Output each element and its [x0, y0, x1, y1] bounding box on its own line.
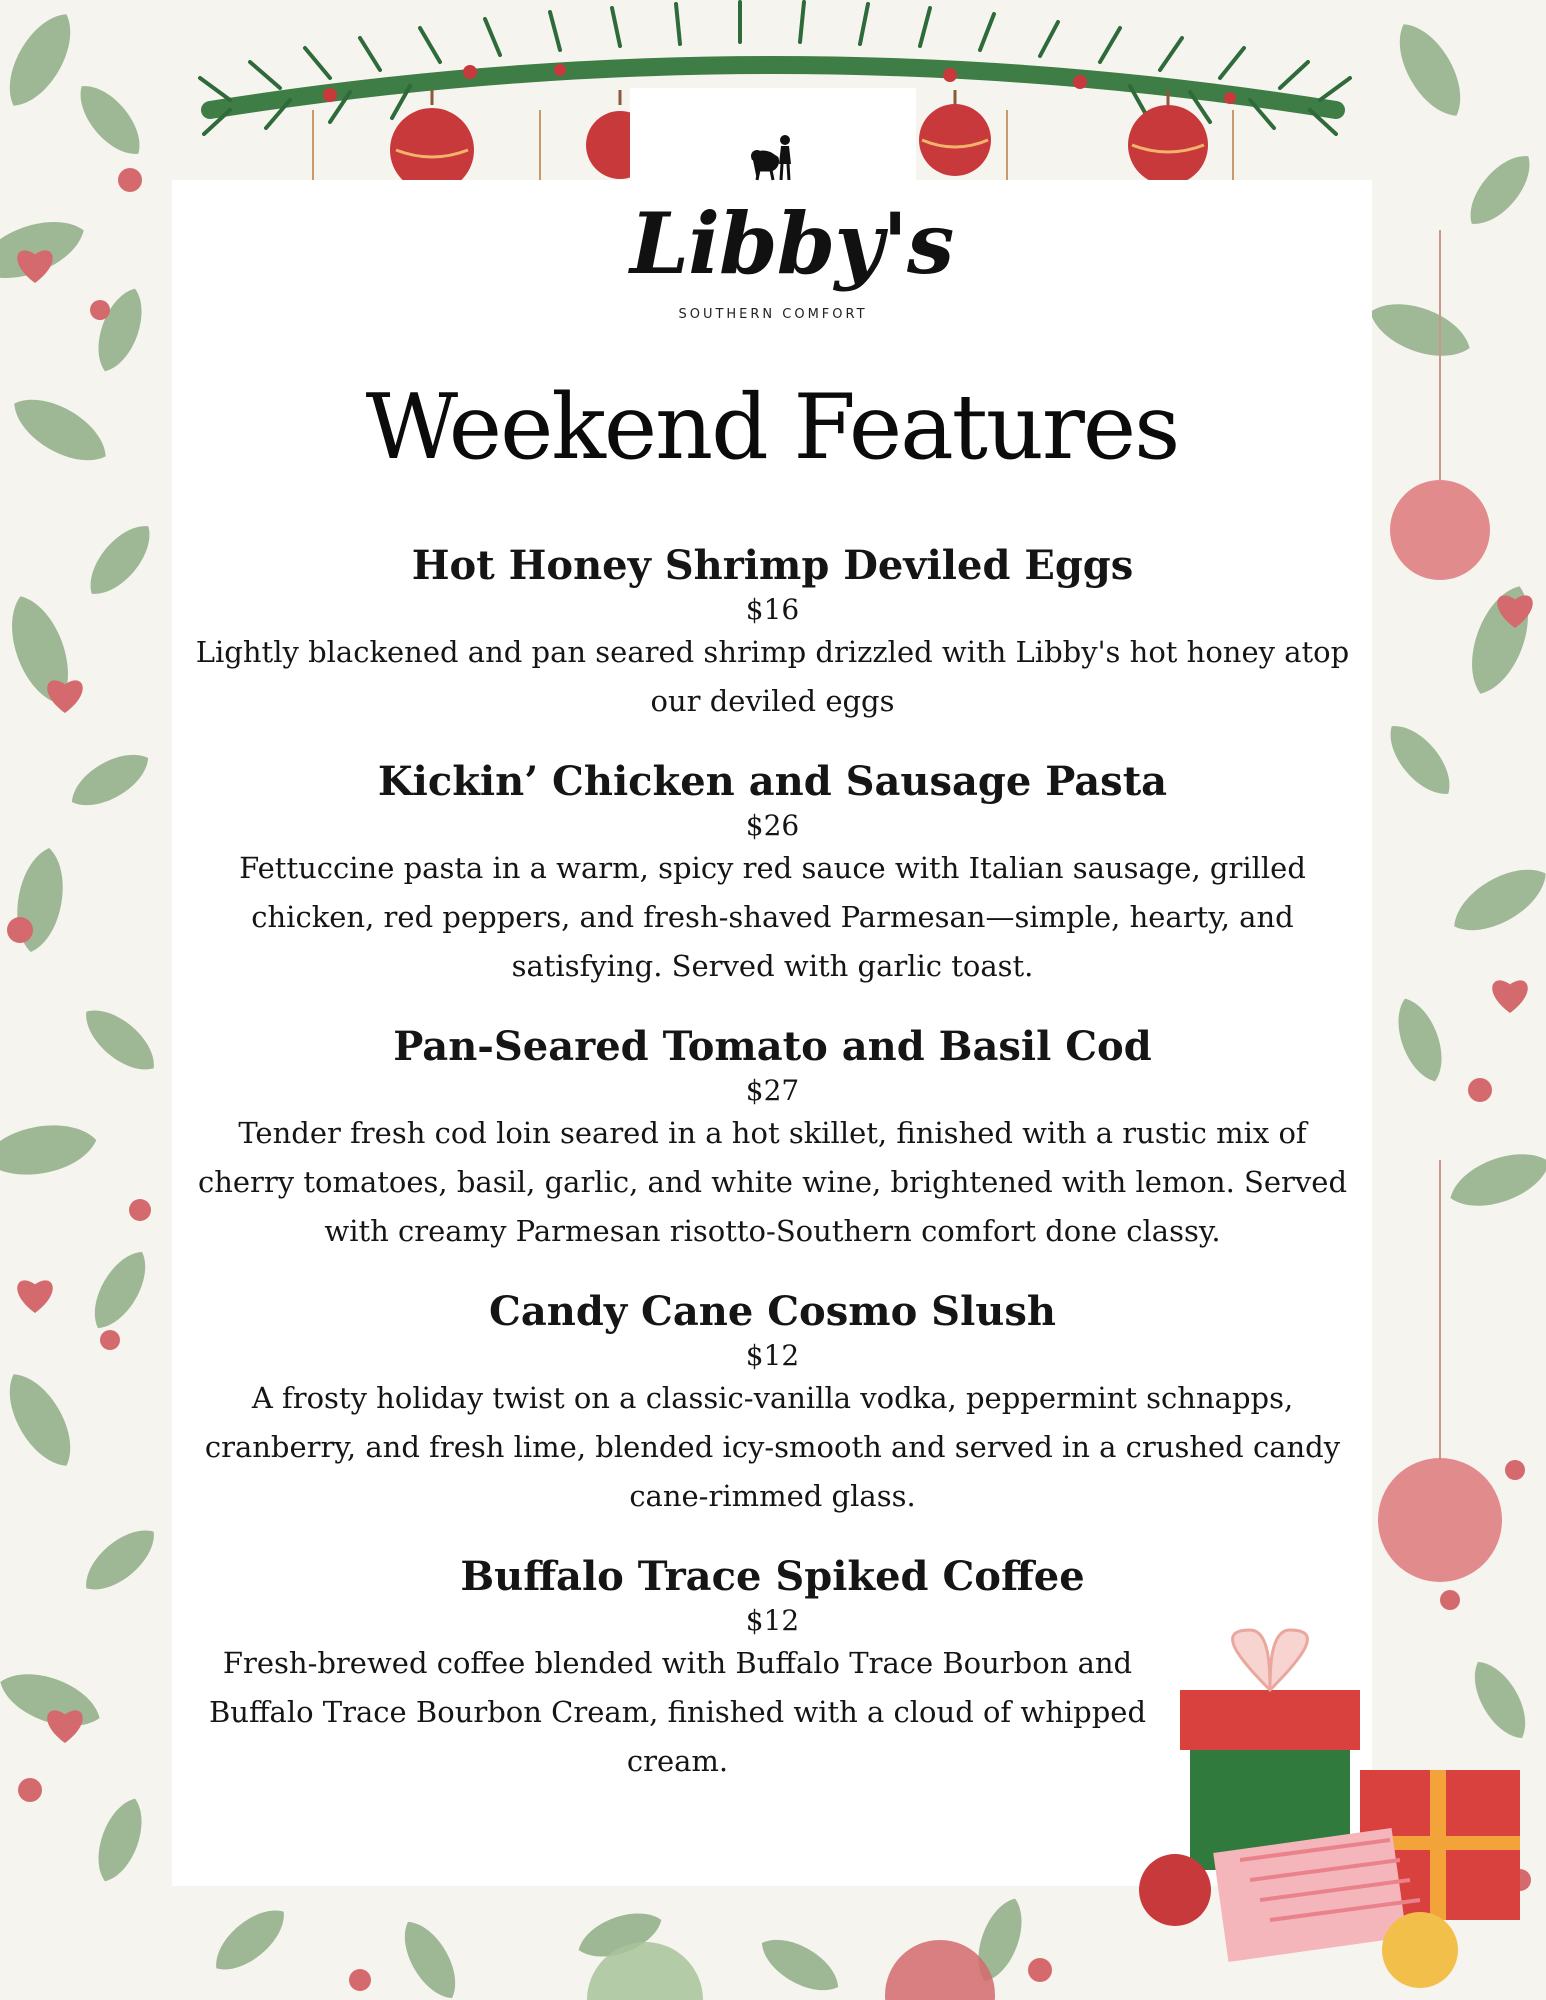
menu-item-description: Tender fresh cod loin seared in a hot skillet, finished with a rustic mix of cherry tomatoes, basil, garlic, and white wine, brightened with lemon. Served with creamy Parmesan risotto-Southern comfort done classy. [197, 1116, 1348, 1248]
restaurant-logo [630, 110, 954, 335]
menu-item-name: Candy Cane Cosmo Slush [489, 1288, 1056, 1335]
menu-item-name: Hot Honey Shrimp Deviled Eggs [411, 542, 1134, 589]
menu-item-price: $12 [745, 1604, 800, 1637]
menu-item-price: $26 [745, 809, 800, 842]
menu-item [180, 540, 1365, 726]
menu-item-name: Kickin’ Chicken and Sausage Pasta [377, 758, 1168, 805]
dog-and-girl-silhouette-icon [749, 134, 801, 182]
gift-boxes-icon [1120, 1610, 1546, 2000]
menu-item-price: $27 [745, 1074, 800, 1107]
logo-tagline: SOUTHERN COMFORT [678, 307, 868, 322]
menu-item-name: Pan-Seared Tomato and Basil Cod [393, 1023, 1152, 1070]
left-holly-leaves-icon [0, 3, 165, 1887]
menu-item-name: Buffalo Trace Spiked Coffee [460, 1553, 1085, 1600]
logo-name: Libby's [630, 194, 954, 293]
menu-item-description: Fettuccine pasta in a warm, spicy red sauce with Italian sausage, grilled chicken, red peppers, and fresh-shaved Parmesan—simple, hearty, and satisfying. Served with garlic toast. [239, 851, 1306, 983]
menu-item-description: Lightly blackened and pan seared shrimp drizzled with Libby's hot honey atop our deviled eggs [195, 635, 1350, 718]
menu-item [180, 756, 1365, 991]
menu-item [180, 1286, 1365, 1521]
menu-item-price: $16 [745, 593, 800, 626]
menu-item-description: Fresh-brewed coffee blended with Buffalo Trace Bourbon and Buffalo Trace Bourbon Cream, finished with a cloud of whipped cream. [208, 1646, 1147, 1778]
menu-item-price: $12 [745, 1339, 800, 1372]
menu-item [180, 1021, 1365, 1256]
menu-item-description: A frosty holiday twist on a classic-vanilla vodka, peppermint schnapps, cranberry, and fresh lime, blended icy-smooth and served in a crushed candy cane-rimmed glass. [204, 1381, 1341, 1513]
page-title: Weekend Features [365, 375, 1179, 480]
